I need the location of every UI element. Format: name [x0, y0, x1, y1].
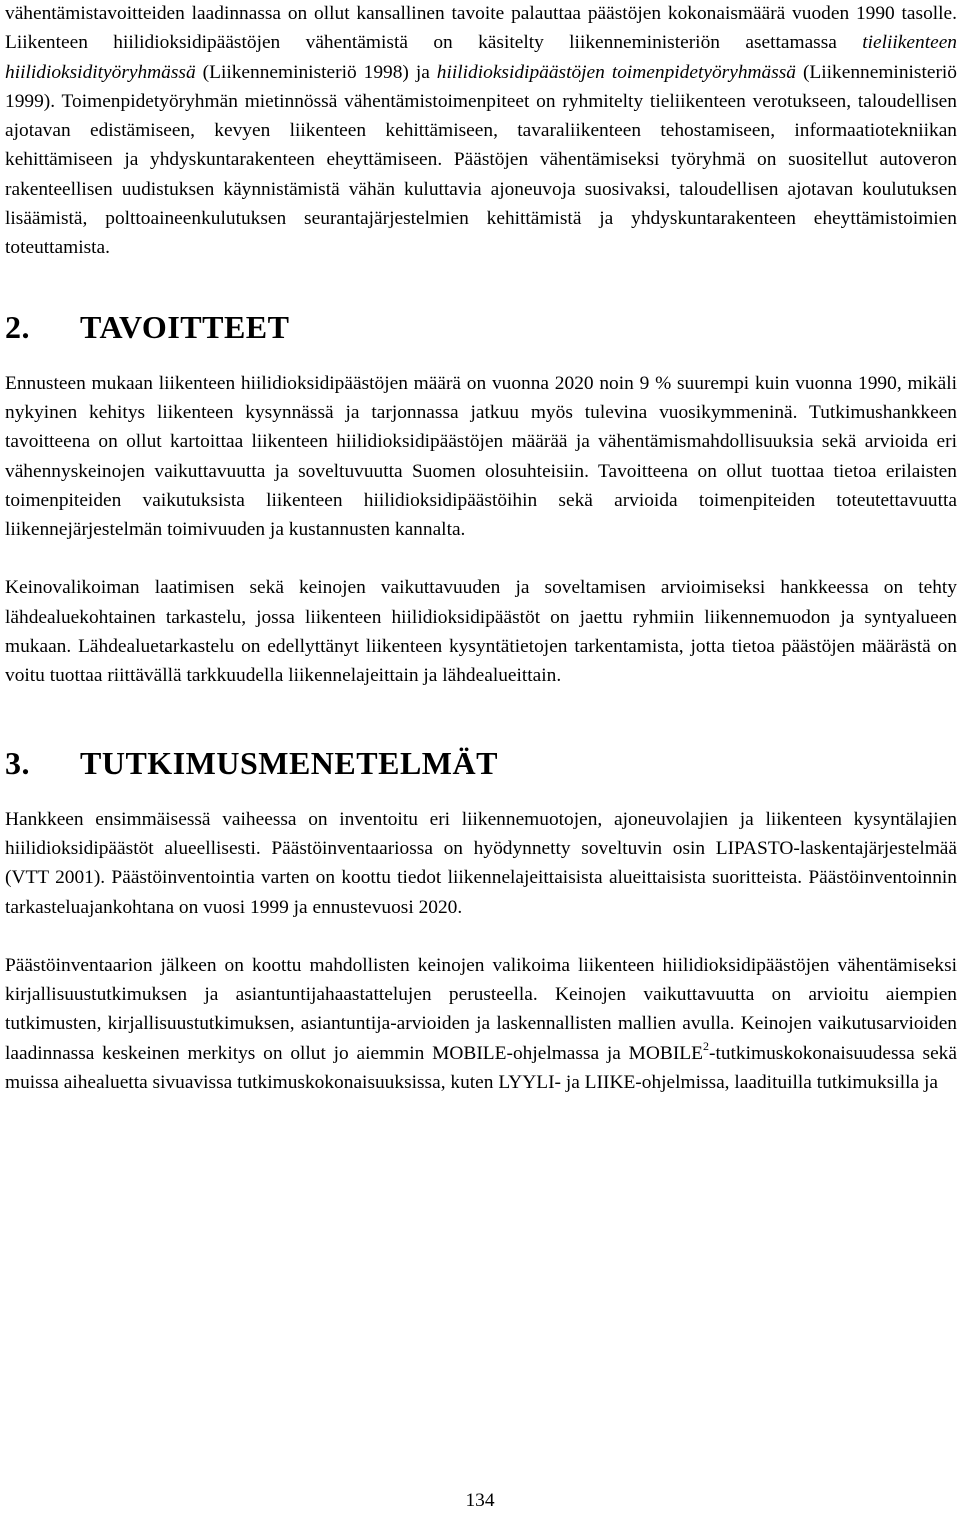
intro-emphasis-1: tieliikenteen hiilidioksidityöryhmässä	[5, 32, 957, 83]
intro-emphasis-2: hiilidioksidipäästöjen toimenpidetyöryhmässä	[436, 61, 796, 83]
section-2-heading	[5, 307, 957, 347]
intro-paragraph	[5, 0, 957, 263]
section-3-paragraph-1: Hankkeen ensimmäisessä vaiheessa on inventoitu eri liikennemuotojen, ajoneuvolajien ja liikenteen kysyntälajien hiilidioksidipäästöt alueellisesti. Päästöinventaariossa on hyödynnetty soveltuvin osin LIPASTO-laskentajärjestelmää (VTT 2001). Päästöinventointia varten on koottu tiedot liikennelajeittaisista alueittaisista suoritteista. Päästöinventoinnin tarkasteluajankohtana on vuosi 1999 ja ennustevuosi 2020.	[5, 808, 957, 918]
section-2-paragraph-1: Ennusteen mukaan liikenteen hiilidioksidipäästöjen määrä on vuonna 2020 noin 9 % suurempi kuin vuonna 1990, mikäli nykyinen kehitys liikenteen kysynnässä ja tarjonnassa jatkuu myös tulevina vuosikymmeninä. Tutkimushankkeen tavoitteena on ollut kartoittaa liikenteen hiilidioksidipäästöjen määrää ja vähentämismahdollisuuksia sekä arvioida eri vähennyskeinojen vaikuttavuutta ja soveltuvuutta Suomen olosuhteisiin. Tavoitteena on ollut tuottaa tietoa erilaisten toimenpiteiden vaikutuksista liikenteen hiilidioksidipäästöihin sekä arvioida toimenpiteiden toteutettavuutta liikennejärjestelmän toimivuuden ja kustannusten kannalta.	[5, 372, 957, 541]
section-2-number: 2.	[5, 308, 30, 345]
superscript: 2	[703, 1038, 709, 1053]
section-2-title: TAVOITTEET	[80, 308, 290, 345]
intro-text-3: (Liikenneministeriö 1999). Toimenpidetyöryhmän mietinnössä vähentämistoimenpiteet on ryhmitelty tieliikenteen verotukseen, taloudellisen ajotavan edistämiseen, kevyen liikenteen kehittämiseen, tavaraliikenteen tehostamiseen, informaatiotekniikan kehittämiseen ja yhdyskuntarakenteen eheyttämiseen. Päästöjen vähentämiseksi työryhmä on suositellut autoveron rakenteellisen uudistuksen käynnistämistä vähän kuluttavia ajoneuvoja suosivaksi, taloudellisen ajotavan koulutuksen lisäämistä, polttoaineenkulutuksen seurantajärjestelmien kehittämistä ja yhdyskuntarakenteen eheyttämistoimien toteuttamista.	[5, 61, 957, 259]
page-number: 134	[465, 1490, 495, 1511]
section-3-heading	[5, 743, 957, 783]
section-3-paragraph-2	[5, 951, 957, 1097]
section-3-title: TUTKIMUSMENETELMÄT	[80, 744, 498, 781]
document-page	[5, 0, 957, 1097]
section-3-number: 3.	[5, 744, 30, 781]
intro-text-1: vähentämistavoitteiden laadinnassa on ollut kansallinen tavoite palauttaa päästöjen kokonaismäärä vuoden 1990 tasolle. Liikenteen hiilidioksidipäästöjen vähentämistä on käsitelty liikenneministeriön asettamassa	[5, 3, 957, 54]
section-2-paragraph-2: Keinovalikoiman laatimisen sekä keinojen vaikuttavuuden ja soveltamisen arvioimiseksi hankkeessa on tehty lähdealuekohtainen tarkastelu, jossa liikenteen hiilidioksidipäästöt on jaettu ryhmiin liikennemuodon ja syntyalueen mukaan. Lähdealuetarkastelu on edellyttänyt liikenteen kysyntätietojen tarkentamista, jotta tietoa päästöjen määrästä on voitu tuottaa riittävällä tarkkuudella liikennelajeittain ja lähdealueittain.	[5, 577, 957, 687]
intro-text-2: (Liikenneministeriö 1998) ja	[195, 61, 437, 83]
section-3-text-a: Päästöinventaarion jälkeen on koottu mahdollisten keinojen valikoima liikenteen hiilidioksidipäästöjen vähentämiseksi kirjallisuustutkimuksen ja asiantuntijahaastattelujen perusteella. Keinojen vaikuttavuutta on arvioitu aiempien tutkimusten, kirjallisuustutkimuksen, asiantuntija-arvioiden ja laskennallisten mallien avulla. Keinojen vaikutusarvioiden laadinnassa keskeinen merkitys on ollut jo aiemmin MOBILE-ohjelmassa ja MOBILE	[5, 954, 957, 1064]
section-3-text-b: -tutkimuskokonaisuudessa sekä muissa aihealuetta sivuavissa tutkimuskokonaisuuksissa, kuten LYYLI- ja LIIKE-ohjelmissa, laadituilla tutkimuksilla ja	[5, 1042, 957, 1094]
